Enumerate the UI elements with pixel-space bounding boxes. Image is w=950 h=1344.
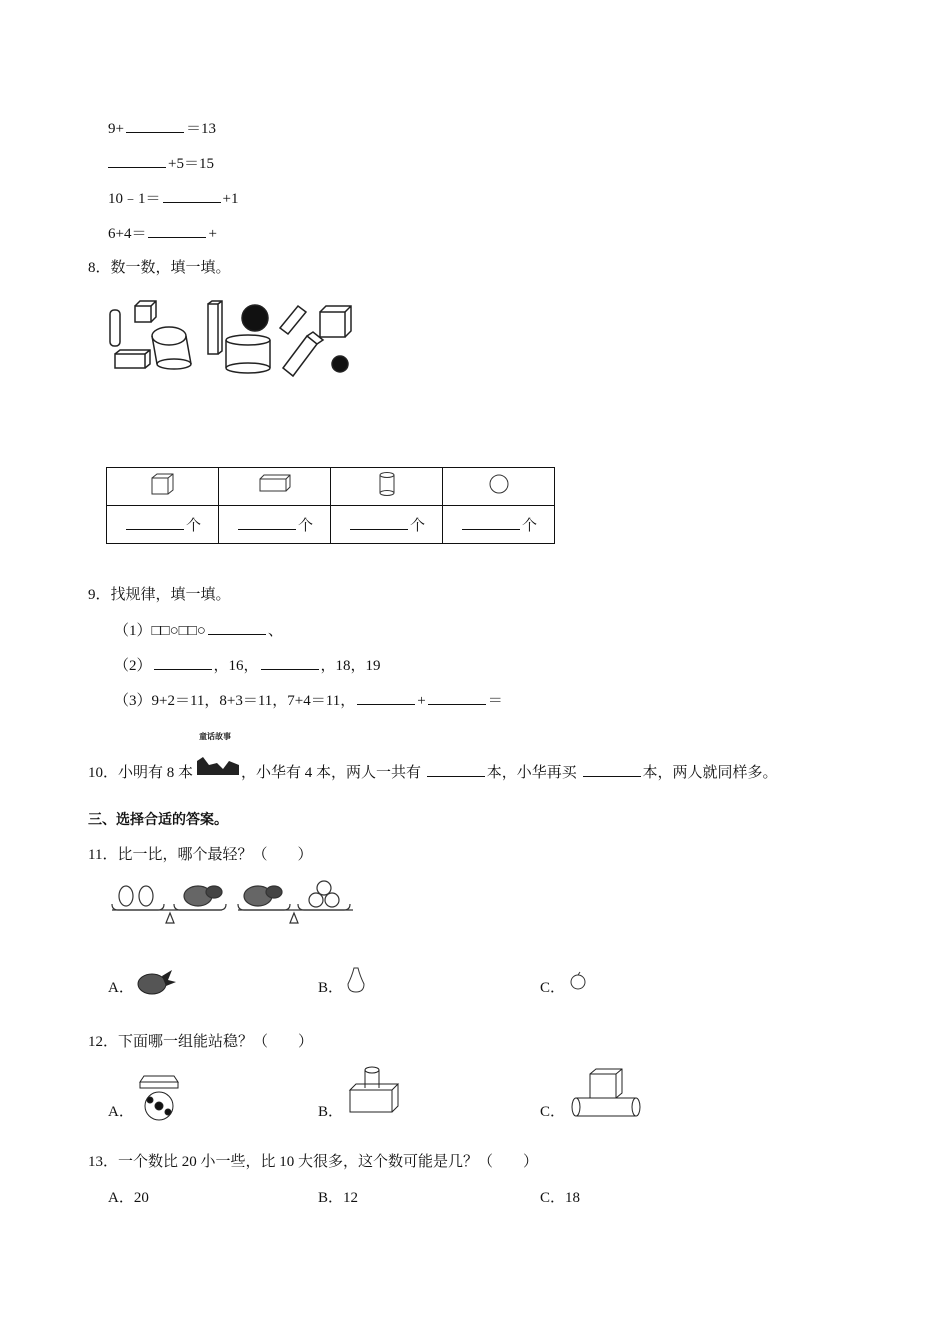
- q7-line-3: [108, 188, 238, 209]
- count-cell: [331, 506, 443, 544]
- text: +: [208, 226, 217, 242]
- box-on-cylinder-icon: [570, 1068, 644, 1118]
- box-on-ball-icon: [136, 1070, 186, 1122]
- text: 10﹣1＝: [108, 191, 161, 207]
- answer-blank[interactable]: [357, 690, 415, 705]
- answer-blank[interactable]: [108, 153, 166, 168]
- q12-option-a[interactable]: [108, 1102, 134, 1122]
- text: （1）□□○□□○: [114, 623, 206, 639]
- text: +1: [222, 191, 239, 207]
- q9-part-3: [114, 690, 503, 711]
- sphere-icon: [487, 472, 511, 496]
- unit: 个: [297, 518, 313, 534]
- count-cell: [443, 506, 555, 544]
- option-label: A．: [108, 1104, 134, 1120]
- count-cell: [219, 506, 331, 544]
- book-icon: [197, 732, 241, 777]
- text: 10．小明有 8 本: [88, 765, 194, 781]
- q10: [88, 732, 778, 783]
- q7-line-4: [108, 223, 217, 244]
- answer-blank[interactable]: [428, 690, 486, 705]
- text: 本，小华再买: [486, 765, 577, 781]
- q12-option-c[interactable]: [540, 1102, 565, 1122]
- text: （2）: [114, 658, 152, 674]
- q9-part-2: [114, 655, 381, 676]
- cuboid-icon: [257, 473, 293, 495]
- unit: 个: [409, 518, 425, 534]
- answer-blank[interactable]: [126, 515, 184, 530]
- text: 9+: [108, 121, 124, 137]
- q9-title: 9．找规律，填一填。: [88, 587, 231, 603]
- q11-title: 11．比一比，哪个最轻？（ ）: [88, 847, 313, 863]
- text: （3）9+2＝11，8+3＝11，7+4＝11，: [114, 693, 356, 709]
- text: ，16，: [213, 658, 259, 674]
- answer-blank[interactable]: [462, 515, 520, 530]
- answer-blank[interactable]: [126, 118, 184, 133]
- book-title: 童话故事: [199, 732, 232, 741]
- apple-icon: [570, 972, 590, 992]
- text: +: [417, 693, 426, 709]
- option-label: B．: [318, 1104, 344, 1120]
- solid-shapes-picture: [105, 298, 365, 388]
- text: 、: [267, 623, 283, 639]
- answer-blank[interactable]: [154, 655, 212, 670]
- answer-blank[interactable]: [427, 762, 485, 777]
- text: ，小华有 4 本，两人一共有: [241, 765, 422, 781]
- unit: 个: [185, 518, 201, 534]
- option-label: B．: [318, 980, 344, 996]
- text: ＝: [487, 693, 503, 709]
- pineapple-icon: [136, 966, 176, 996]
- cylinder-icon: [377, 471, 397, 497]
- answer-blank[interactable]: [261, 655, 319, 670]
- count-table: [106, 467, 555, 544]
- text: +5＝15: [168, 156, 214, 172]
- text: 6+4＝: [108, 226, 147, 242]
- q12-title: 12．下面哪一组能站稳？（ ）: [88, 1034, 314, 1050]
- cube-icon: [149, 472, 177, 496]
- option-label: A．: [108, 980, 134, 996]
- cylinder-cell: [331, 468, 443, 506]
- answer-blank[interactable]: [208, 620, 266, 635]
- book-cover-image: [197, 757, 239, 775]
- pear-icon: [346, 964, 366, 994]
- q13-option-b[interactable]: B．12: [318, 1190, 359, 1206]
- unit: 个: [521, 518, 537, 534]
- text: ＝13: [185, 121, 216, 137]
- q13-title: 13．一个数比 20 小一些，比 10 大很多，这个数可能是几？（ ）: [88, 1154, 539, 1170]
- q11-option-c[interactable]: [540, 978, 565, 998]
- section-heading: 三、选择合适的答案。: [88, 812, 228, 828]
- option-label: C．: [540, 1104, 566, 1120]
- q11-option-b[interactable]: [318, 978, 343, 998]
- text: ，18，19: [320, 658, 381, 674]
- sphere-cell: [443, 468, 555, 506]
- q9-part-1: [114, 620, 283, 641]
- q8-title: 8．数一数，填一填。: [88, 260, 231, 276]
- cuboid-cell: [219, 468, 331, 506]
- q13-option-a[interactable]: A．20: [108, 1190, 149, 1206]
- q7-line-1: [108, 118, 216, 139]
- option-label: C．: [540, 980, 566, 996]
- answer-blank[interactable]: [350, 515, 408, 530]
- q7-line-2: [108, 153, 214, 174]
- q12-option-b[interactable]: [318, 1102, 343, 1122]
- answer-blank[interactable]: [148, 223, 206, 238]
- balance-scales-picture: [108, 878, 358, 928]
- cube-cell: [107, 468, 219, 506]
- q13-option-c[interactable]: C．18: [540, 1190, 581, 1206]
- answer-blank[interactable]: [583, 762, 641, 777]
- answer-blank[interactable]: [163, 188, 221, 203]
- cylinder-on-box-icon: [346, 1066, 400, 1118]
- text: 本，两人就同样多。: [642, 765, 778, 781]
- count-cell: [107, 506, 219, 544]
- q11-option-a[interactable]: [108, 978, 134, 998]
- answer-blank[interactable]: [238, 515, 296, 530]
